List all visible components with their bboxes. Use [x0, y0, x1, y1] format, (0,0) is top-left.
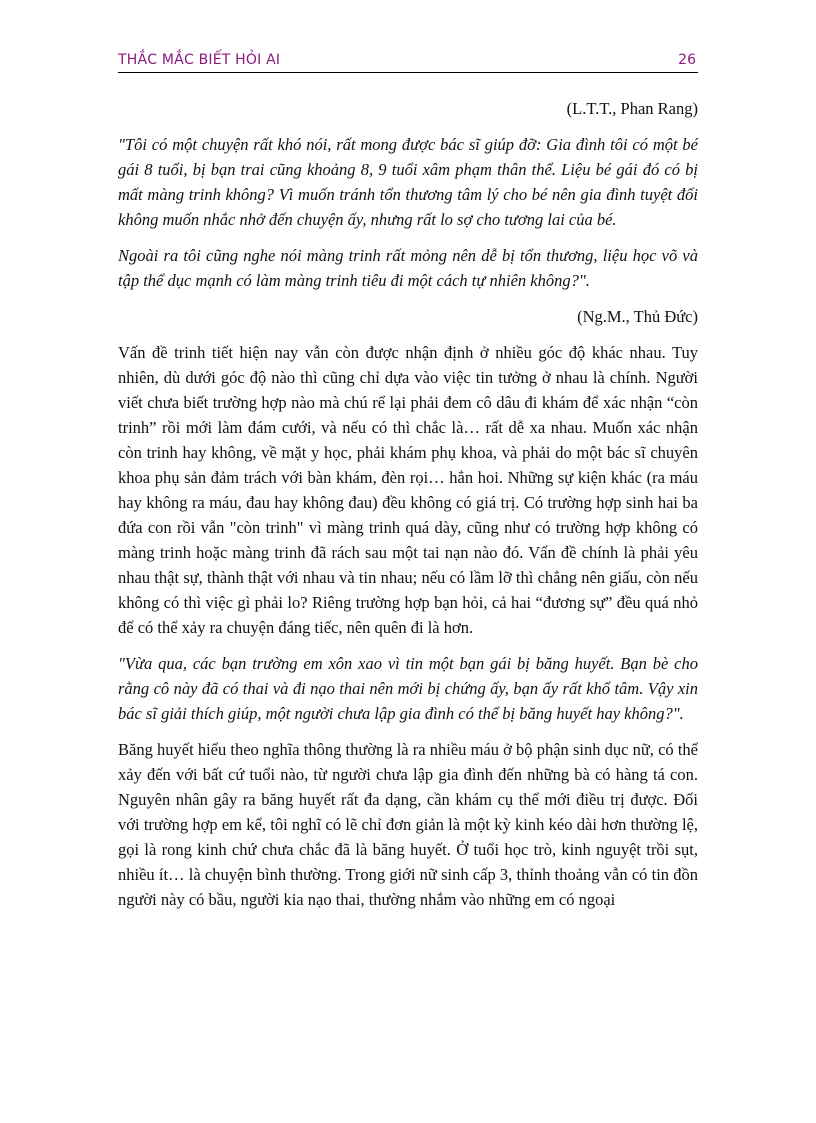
- signature-2: (Ng.M., Thủ Đức): [577, 307, 698, 326]
- page-number: 26: [678, 52, 696, 68]
- answer-1-paragraph: Vấn đề trinh tiết hiện nay vẫn còn được nhận định ở nhiều góc độ khác nhau. Tuy nhiên, dù dưới góc độ nào thì cũng chỉ dựa vào việc tin tưởng ở nhau là chính. Người viết chưa biết trường hợp nào mà chú rể lại phải đem cô dâu đi khám để xác nhận “còn trinh” rồi mới làm đám cưới, và nếu có thì chắc là… rất dễ xa nhau. Muốn xác nhận còn trinh hay không, về mặt y học, phải khám phụ khoa, và phải do một bác sĩ chuyên khoa phụ sản đảm trách với bàn khám, đèn rọi… hẳn hoi. Những sự kiện khác (ra máu hay không ra máu, đau hay không đau) đều không có giá trị. Có trường hợp sinh hai ba đứa con rồi vẫn "còn trinh" vì màng trinh quá dày, cũng như có trường hợp không có màng trinh hoặc màng trinh đã rách sau một tai nạn nào đó. Vấn đề chính là phải yêu nhau thật sự, thành thật với nhau và tin nhau; nếu có lầm lỡ thì chẳng nên giấu, còn nếu không có thì việc gì phải lo? Riêng trường hợp bạn hỏi, cả hai “đương sự” đều quá nhỏ để có thể xảy ra chuyện đáng tiếc, nên quên đi là hơn.: [118, 343, 698, 637]
- book-title: THẮC MẮC BIẾT HỎI AI: [118, 52, 281, 68]
- signature-1: (L.T.T., Phan Rang): [566, 99, 698, 118]
- question-2-paragraph: "Vừa qua, các bạn trường em xôn xao vì tin một bạn gái bị băng huyết. Bạn bè cho rằng cô này đã có thai và đi nạo thai nên mới bị chứng ấy, bạn ấy rất khổ tâm. Vậy xin bác sĩ giải thích giúp, một người chưa lập gia đình có thể bị băng huyết hay không?".: [118, 654, 698, 723]
- answer-2-paragraph: Băng huyết hiểu theo nghĩa thông thường là ra nhiều máu ở bộ phận sinh dục nữ, có thể xảy đến với bất cứ tuổi nào, từ người chưa lập gia đình đến những bà có hàng tá con. Nguyên nhân gây ra băng huyết rất đa dạng, cần khám cụ thể mới điều trị được. Đối với trường hợp em kể, tôi nghĩ có lẽ chỉ đơn giản là một kỳ kinh kéo dài hơn thường lệ, gọi là rong kinh chứ chưa chắc đã là băng huyết. Ở tuổi học trò, kinh nguyệt trồi sụt, nhiều ít… là chuyện bình thường. Trong giới nữ sinh cấp 3, thỉnh thoảng vẫn có tin đồn người này có bầu, người kia nạo thai, thường nhắm vào những em có ngoại: [118, 740, 698, 909]
- question-1-paragraph-2: Ngoài ra tôi cũng nghe nói màng trinh rất mỏng nên dễ bị tổn thương, liệu học võ và tập thể dục mạnh có làm màng trinh tiêu đi một cách tự nhiên không?".: [118, 246, 698, 290]
- running-header: [118, 50, 698, 72]
- header-rule: [118, 72, 698, 73]
- page-body: [118, 96, 698, 923]
- question-1-paragraph-1: "Tôi có một chuyện rất khó nói, rất mong được bác sĩ giúp đỡ: Gia đình tôi có một bé gái 8 tuổi, bị bạn trai cũng khoảng 8, 9 tuổi xâm phạm thân thể. Liệu bé gái đó có bị mất màng trinh không? Vì muốn tránh tổn thương tâm lý cho bé nên gia đình tuyệt đối không muốn nhắc nhở đến chuyện ấy, nhưng rất lo sợ cho tương lai của bé.: [118, 135, 698, 229]
